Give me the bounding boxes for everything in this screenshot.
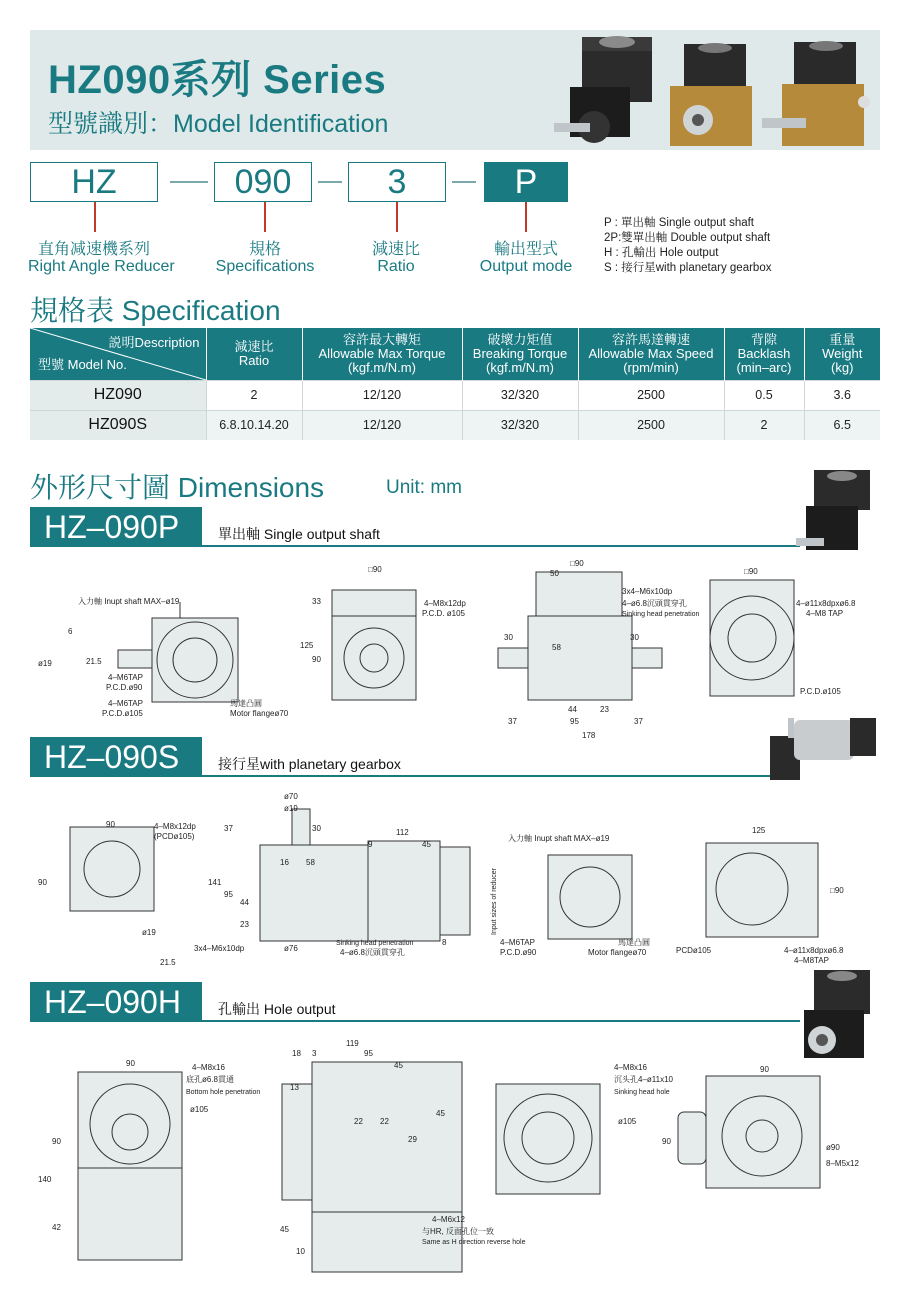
dim: □90 [830,886,844,895]
code-dash [170,181,208,183]
spec-header-row [30,328,880,380]
dim: ø105 [190,1105,209,1114]
dim: ø76 [284,944,298,953]
product-photo-black [552,32,662,150]
code-label-series-en: Right Angle Reducer [28,258,175,275]
col-en: Allowable Max Speed [588,345,714,361]
dim: ø105 [618,1117,637,1126]
legend-item: P : 單出軸 Single output shaft [604,217,755,229]
connector-line [525,202,527,232]
cell: 3.6 [804,380,880,410]
note: Input sizes of reducer [491,868,498,935]
code-label-size-cn: 規格 [248,241,281,258]
dim: 30 [312,824,321,833]
dim: 45 [280,1225,289,1234]
note: 入力軸 Inupt shaft MAX–ø19 [508,834,610,843]
code-label-ratio-cn: 減速比 [371,241,420,258]
dim: 90 [52,1137,61,1146]
dim: 90 [126,1059,135,1068]
col-cn: 重量 [829,331,856,347]
dim: 37 [224,824,233,833]
spec-corner-cell [30,328,206,380]
dim: 90 [312,655,321,664]
note: 4–ø6.8沉頭貫穿孔 [340,948,405,957]
connector-line [264,202,266,232]
code-part-output: P [484,162,568,202]
product-photo-gold-shaft [760,40,878,152]
dim: 30 [504,633,513,642]
dim: 50 [550,569,559,578]
note: 4–M8TAP [794,956,829,965]
note: 4–M6x12 [432,1215,465,1224]
product-thumb-s [766,712,880,784]
code-part-ratio: 3 [348,162,446,202]
dim: 140 [38,1175,52,1184]
dim: 45 [436,1109,445,1118]
dim: 119 [346,1039,359,1048]
dim: 18 [292,1049,301,1058]
code-label-series-cn: 直角减速機系列 [37,241,150,258]
note: 4–M6TAP [108,699,143,708]
section-banner-h: HZ–090H [30,982,202,1022]
cell: 12/120 [302,410,462,440]
code-label-output-en: Output mode [479,258,573,275]
dim: 23 [240,920,249,929]
cell: 2500 [578,410,724,440]
dim: 125 [752,826,766,835]
note: P.C.D. ø105 [422,609,465,618]
code-dash [452,181,476,183]
note: 4–M6TAP [108,673,143,682]
col-cn: 減速比 [234,338,274,354]
note: 4–M8x12dp [424,599,466,608]
banner-underline [30,545,800,547]
product-photo-gold [664,42,764,154]
cell: 32/320 [462,410,578,440]
note: 4–M8x12dp [154,822,196,831]
dim: 21.5 [160,958,176,967]
product-thumb-p [796,466,880,558]
dim: 33 [312,597,321,606]
cell: 0.5 [724,380,804,410]
note: 底孔ø6.8貫通 [186,1075,235,1084]
dim: ø90 [826,1143,840,1152]
spec-title: 規格表 Specification [30,295,281,326]
note: P.C.D.ø90 [106,683,143,692]
cell: 32/320 [462,380,578,410]
dim: ø19 [142,928,156,937]
dim: 178 [582,731,596,740]
dim: 23 [600,705,609,714]
note: Sinking head penetration [336,940,414,947]
col-unit: (rpm/min) [623,359,679,375]
note: 沉头孔4–ø11x10 [614,1075,673,1084]
dim: □90 [368,565,382,574]
dim: 112 [396,828,409,837]
code-part-size: 090 [214,162,312,202]
row-model: HZ090 [30,380,206,410]
note: Sinking head penetration [622,611,700,618]
col-unit: (kgf.m/N.m) [348,359,416,375]
note: PCDø105 [676,946,712,955]
banner-underline [30,1020,800,1022]
col-cn: 背隙 [750,331,777,347]
col-torque [302,328,462,380]
legend-item: S : 接行星with planetary gearbox [604,262,772,274]
col-breaking [462,328,578,380]
dim: ø70 [284,792,298,801]
output-mode-legend [604,216,771,276]
col-en: Ratio [238,352,270,368]
note: 4–ø11x8dpxø6.8 [796,599,856,608]
unit-label: Unit: mm [386,477,462,498]
code-dash [318,181,342,183]
dim: 22 [354,1117,363,1126]
col-unit: (kg) [831,359,854,375]
section-caption-h: 孔輸出 Hole output [218,1001,336,1017]
dim: 141 [208,878,222,887]
note: 馬達凸圓 [230,699,262,708]
dim: 42 [52,1223,61,1232]
col-unit: (kgf.m/N.m) [486,359,554,375]
note: 3x4–M6x10dp [194,944,245,953]
dim: □90 [570,560,584,568]
dim: 90 [106,820,115,829]
note: Motor flangeø70 [230,709,289,718]
note: 4–M8x16 [614,1063,647,1072]
col-ratio [206,328,302,380]
col-weight [804,328,880,380]
note: (PCDø105) [154,832,195,841]
col-unit: (min–arc) [736,359,792,375]
section-banner-p: HZ–090P [30,507,202,547]
code-label-ratio-en: Ratio [377,258,415,275]
row-model: HZ090S [30,410,206,440]
note: Bottom hole penetration [186,1089,261,1096]
col-cn: 容許最大轉矩 [342,331,421,347]
note: 与HR, 反面孔位一致 [422,1227,494,1236]
corner-description: 説明Description [108,335,200,350]
page-subtitle: 型號識別：Model Identification [48,110,389,138]
table-row [30,380,880,410]
note: 3x4–M6x10dp [622,587,673,596]
dim: 6 [68,627,73,636]
page-title: HZ090系列 Series [48,58,387,102]
drawing-hz090h [30,1032,880,1292]
dim: 13 [290,1083,299,1092]
dim: 10 [296,1247,305,1256]
cell: 6.5 [804,410,880,440]
note: P.C.D.ø105 [800,687,841,696]
note: 4–M8x16 [192,1063,225,1072]
dim: 45 [422,840,431,849]
dim: 8 [442,938,447,947]
dim: 29 [408,1135,417,1144]
spec-table [30,328,880,440]
code-part-series: HZ [30,162,158,202]
dim: 37 [508,717,517,726]
legend-item: 2P:雙單出軸 Double output shaft [604,232,771,244]
dim: 95 [224,890,233,899]
connector-line [94,202,96,232]
note: 入力軸 Inupt shaft MAX–ø19 [78,597,180,606]
dim: 95 [364,1049,373,1058]
section-caption-s: 接行星with planetary gearbox [218,756,401,772]
dim: 9 [368,840,373,849]
col-speed [578,328,724,380]
dim: □90 [744,567,758,576]
dim: 58 [552,643,561,652]
drawing-hz090p [30,560,880,745]
col-cn: 容許馬達轉速 [611,331,690,347]
dim: ø19 [284,804,298,813]
col-backlash [724,328,804,380]
dim: 95 [570,717,579,726]
cell: 2 [724,410,804,440]
code-label-output-cn: 輸出型式 [493,241,558,258]
dim: 44 [568,705,577,714]
drawing-hz090s [30,785,880,975]
col-cn: 破壞力矩值 [487,331,553,347]
cell: 2500 [578,380,724,410]
connector-line [396,202,398,232]
dim: 22 [380,1117,389,1126]
note: P.C.D.ø90 [500,948,537,957]
note: Motor flangeø70 [588,948,647,957]
dim: ø19 [38,659,52,668]
dim: 125 [300,641,314,650]
note: 馬達凸圓 [618,938,650,947]
dim: 44 [240,898,249,907]
table-row [30,410,880,440]
cell: 6.8.10.14.20 [206,410,302,440]
dim: 58 [306,858,315,867]
legend-item: H : 孔輸出 Hole output [604,247,719,259]
code-label-size-en: Specifications [215,258,315,275]
dim: 21.5 [86,657,102,666]
dim: 16 [280,858,289,867]
dim: 90 [38,878,47,887]
cell: 12/120 [302,380,462,410]
note: 8–M5x12 [826,1159,859,1168]
note: P.C.D.ø105 [102,709,143,718]
dim: 37 [634,717,643,726]
dim: 90 [662,1137,671,1146]
banner-underline [30,775,800,777]
section-banner-s: HZ–090S [30,737,202,777]
note: Sinking head hole [614,1089,670,1096]
col-en: Weight [822,345,863,361]
section-caption-p: 單出軸 Single output shaft [218,526,380,542]
note: 4–ø11x8dpxø6.8 [784,946,844,955]
col-en: Backlash [737,345,791,361]
note: 4–M6TAP [500,938,535,947]
col-en: Breaking Torque [472,345,568,361]
note: Same as H direction reverse hole [422,1239,526,1246]
cell: 2 [206,380,302,410]
corner-model: 型號 Model No. [38,356,127,372]
dim: 90 [760,1065,769,1074]
dim: 30 [630,633,639,642]
dimensions-title: 外形尺寸圖 Dimensions [30,472,325,503]
note: 4–M8 TAP [806,609,844,618]
dim: 3 [312,1049,317,1058]
col-en: Allowable Max Torque [318,345,446,361]
dim: 45 [394,1061,403,1070]
note: 4–ø6.8沉頭貫穿孔 [622,599,687,608]
